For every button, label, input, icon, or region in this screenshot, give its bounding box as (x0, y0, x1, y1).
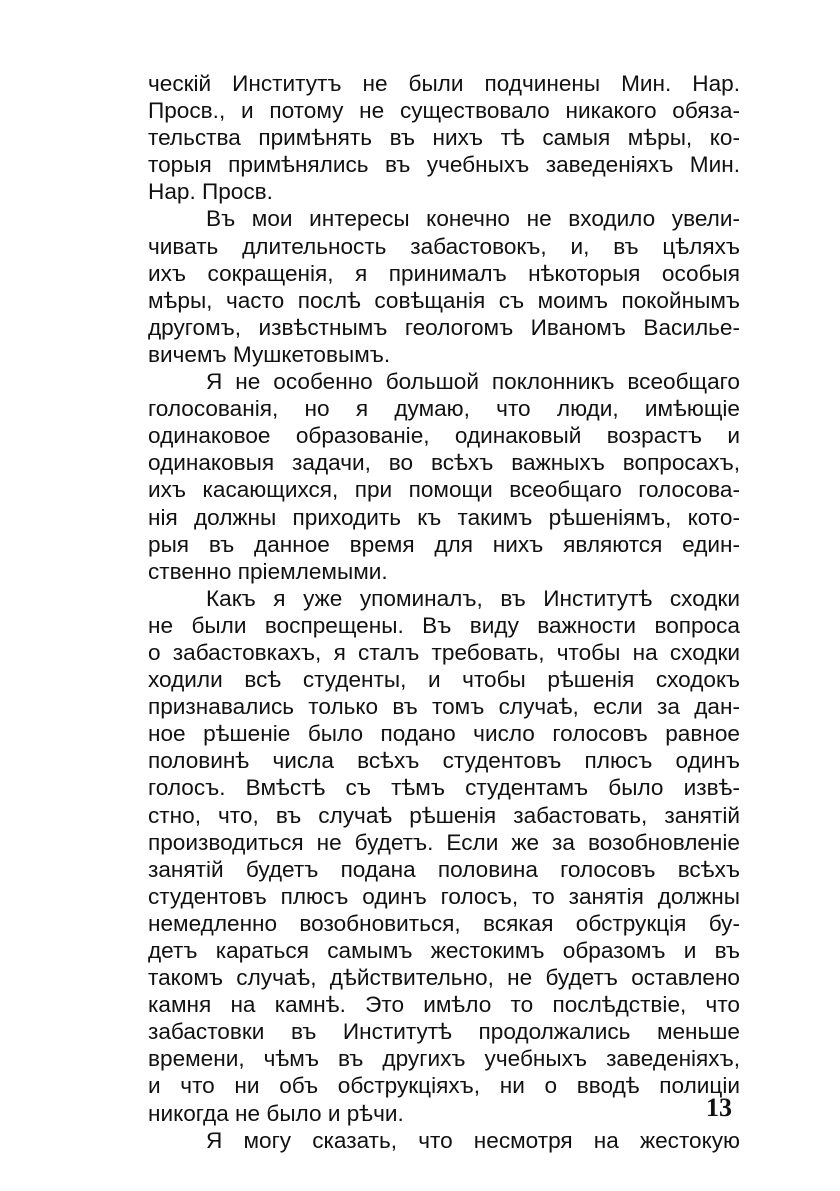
text-line: ческій Институтъ не были подчинены Мин. Нар. (148, 71, 740, 96)
text-line: тельства примѣнять въ нихъ тѣ самыя мѣры, ко- (148, 125, 740, 151)
text-line: студентовъ плюсъ одинъ голосъ, то занятія должны (148, 883, 740, 909)
text-line: Я не особенно большой поклонникъ всеобщаго (206, 369, 740, 395)
text-line: ихъ сокращенія, я принималъ нѣкоторыя особыя (148, 260, 740, 286)
text-line: не были воспрещены. Въ виду важности вопроса (148, 612, 740, 638)
text-line: мѣры, часто послѣ совѣщанія съ моимъ покойнымъ (148, 287, 740, 313)
text-line: признавались только въ томъ случаѣ, если за дан- (148, 694, 740, 720)
text-line: занятій будетъ подана половина голосовъ всѣхъ (148, 856, 740, 882)
text-line: одинаковыя задачи, во всѣхъ важныхъ вопросахъ, (148, 450, 740, 476)
text-line: вичемъ Мушкетовымъ. (148, 341, 391, 367)
text-line: ихъ касающихся, при помощи всеобщаго голосова- (148, 477, 740, 503)
text-line: ственно пріемлемыми. (148, 558, 388, 584)
text-line: ное рѣшеніе было подано число голосовъ равное (148, 721, 740, 747)
text-line: камня на камнѣ. Это имѣло то послѣдствіе, что (148, 992, 740, 1018)
text-line: Какъ я уже упоминалъ, въ Институтѣ сходки (206, 585, 740, 611)
body-text (148, 70, 740, 1154)
text-line: чивать длительность забастовокъ, и, въ цѣляхъ (148, 233, 740, 259)
text-line: торыя примѣнялись въ учебныхъ заведеніяхъ Мин. (148, 152, 740, 178)
text-line: детъ караться самымъ жестокимъ образомъ и въ (148, 938, 740, 963)
text-line: и что ни объ обструкціяхъ, ни о вводѣ полиціи (148, 1073, 740, 1099)
text-line: производиться не будетъ. Если же за возобновленіе (148, 829, 740, 855)
page-number: 13 (706, 1093, 732, 1122)
text-line: забастовки въ Институтѣ продолжались меньше (148, 1019, 740, 1045)
text-line: стно, что, въ случаѣ рѣшенія забастовать, занятій (148, 802, 740, 828)
text-line: никогда не было и рѣчи. (148, 1100, 404, 1126)
text-line: немедленно возобновиться, всякая обструкція бу- (148, 910, 740, 936)
text-line: одинаковое образованіе, одинаковый возрастъ и (148, 423, 740, 449)
text-line: голосъ. Вмѣстѣ съ тѣмъ студентамъ было извѣ- (148, 775, 740, 801)
text-line: другомъ, извѣстнымъ геологомъ Иваномъ Василье- (148, 314, 740, 340)
text-line: Я могу сказать, что несмотря на жестокую (206, 1127, 740, 1153)
text-line: такомъ случаѣ, дѣйствительно, не будетъ оставлено (148, 965, 740, 991)
text-line: половинѣ числа всѣхъ студентовъ плюсъ одинъ (148, 748, 740, 774)
text-line: о забастовкахъ, я сталъ требовать, чтобы на сходки (148, 639, 740, 665)
text-line: голосованія, но я думаю, что люди, имѣющіе (148, 396, 740, 422)
text-line: Въ мои интересы конечно не входило увели- (206, 206, 740, 232)
text-line: рыя въ данное время для нихъ являются един- (148, 531, 740, 557)
text-line: ходили всѣ студенты, и чтобы рѣшенія сходокъ (148, 667, 740, 693)
text-line: времени, чѣмъ въ другихъ учебныхъ заведеніяхъ, (148, 1046, 740, 1072)
text-line: Просв., и потому не существовало никакого обяза- (148, 98, 740, 124)
text-line: Нар. Просв. (148, 179, 273, 205)
text-line: нія должны приходить къ такимъ рѣшеніямъ, кото- (148, 504, 740, 530)
